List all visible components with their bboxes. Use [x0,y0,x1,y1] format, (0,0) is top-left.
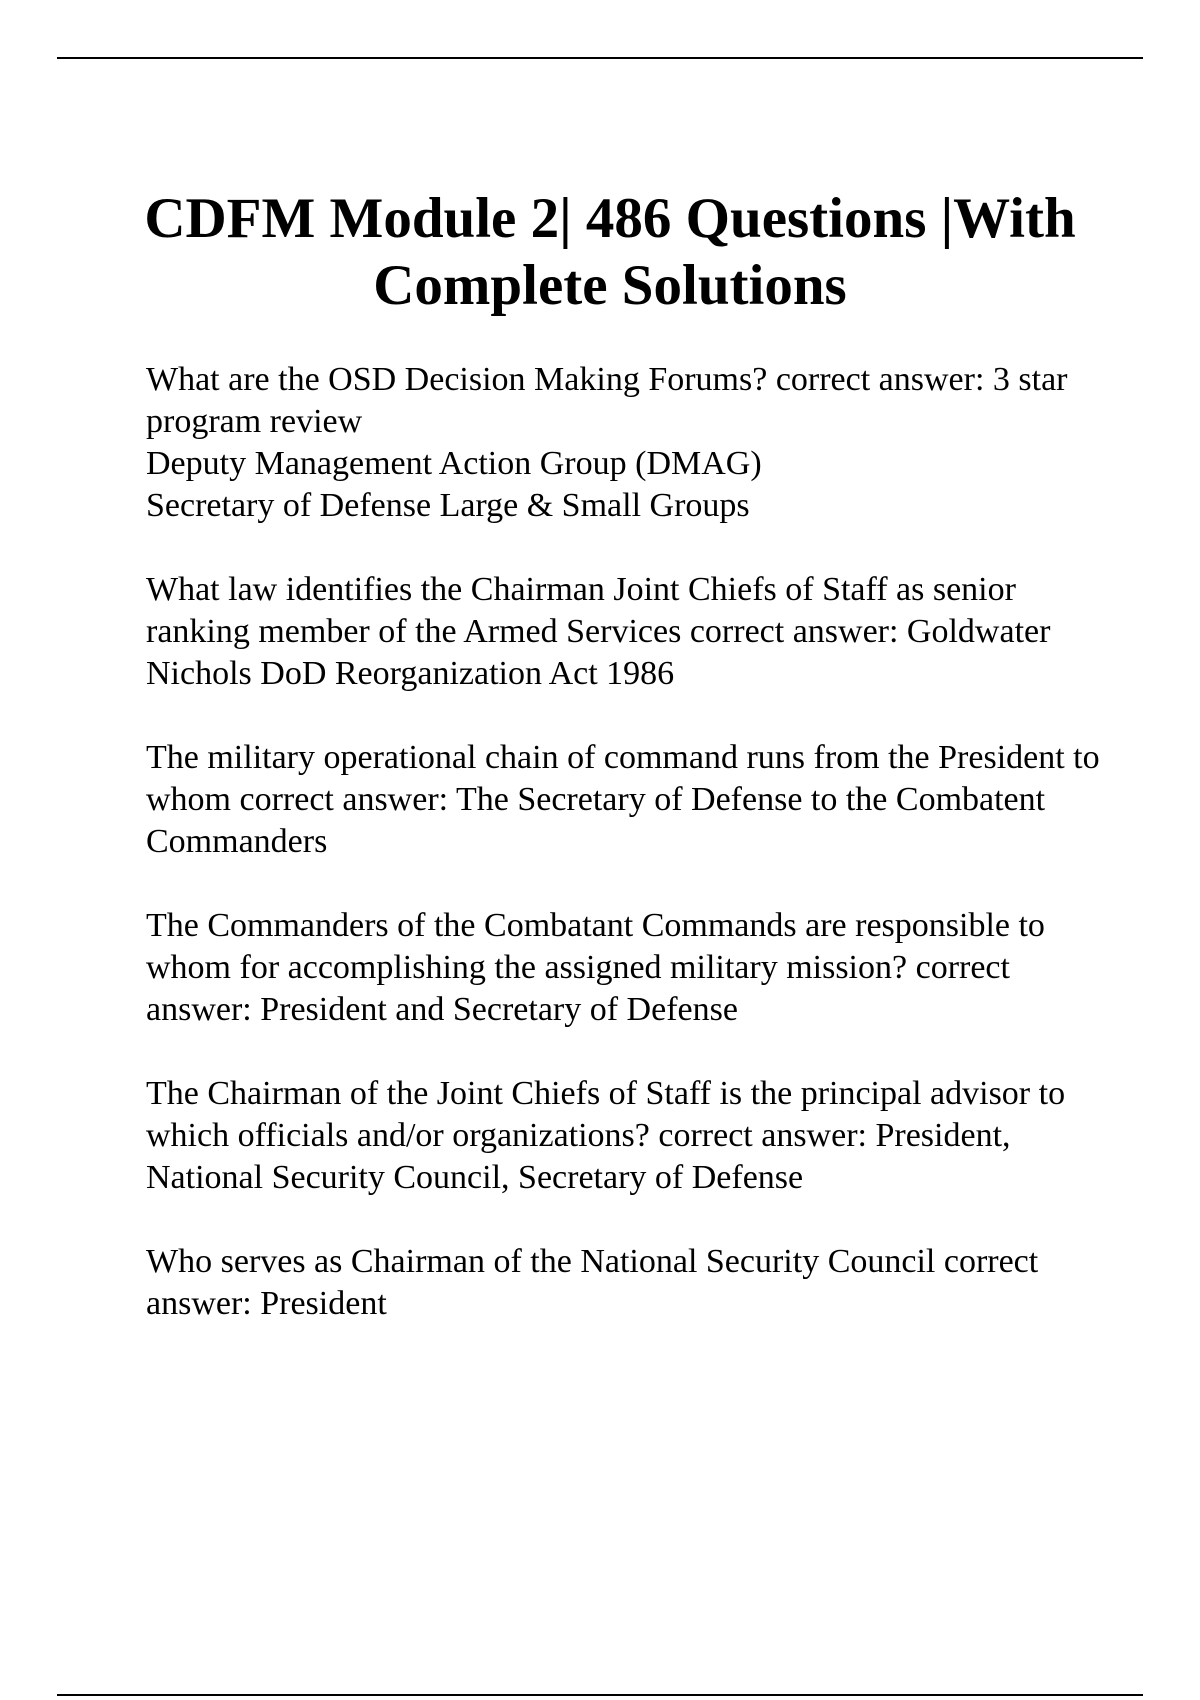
question-answer-item: The Chairman of the Joint Chiefs of Staff is the principal advisor to which officials and/or organizations? correct answer: President, National Security Council, Secretary of Defense [146,1075,1066,1196]
question-answer-item: The Commanders of the Combatant Commands are responsible to whom for accomplishing the assigned military mission? correct answer: President and Secretary of Defense [146,907,1045,1028]
header-rule [57,57,1143,59]
question-answer-item: What are the OSD Decision Making Forums? correct answer: 3 star program review Deputy Management Action Group (DMAG) Secretary of Defense Large & Small Groups [146,361,1068,524]
question-answer-item: What law identifies the Chairman Joint Chiefs of Staff as senior ranking member of the Armed Services correct answer: Goldwater Nichols DoD Reorganization Act 1986 [146,571,1051,692]
question-list [146,359,1106,1367]
question-answer-item: The military operational chain of command runs from the President to whom correct answer: The Secretary of Defense to the Combatent Commanders [146,739,1100,860]
document-title: CDFM Module 2| 486 Questions |With Complete Solutions [144,187,1076,317]
question-answer-item: Who serves as Chairman of the National Security Council correct answer: President [146,1243,1039,1322]
footer-rule [57,1694,1143,1696]
